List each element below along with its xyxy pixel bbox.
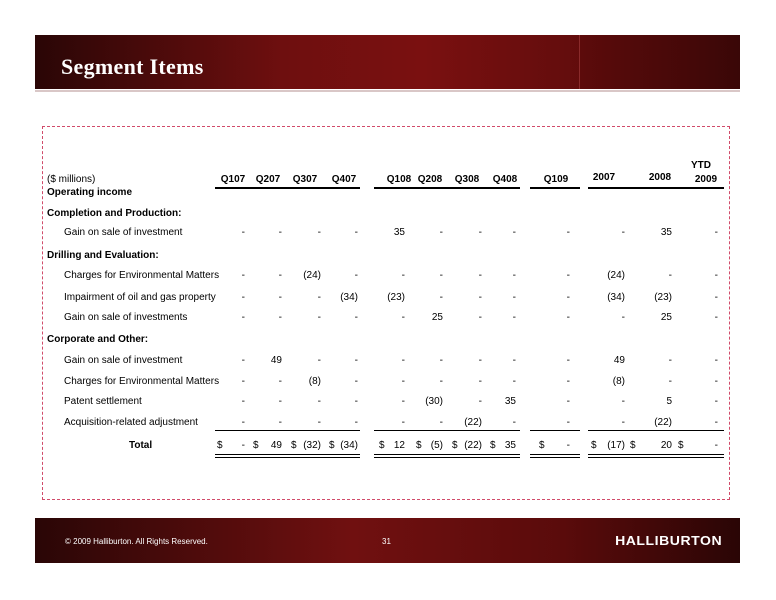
table-cell: (30) <box>425 396 443 407</box>
table-cell: - <box>714 312 718 323</box>
table-cell: 5 <box>666 396 672 407</box>
total-cell: 35 <box>504 440 516 451</box>
table-cell: - <box>401 417 405 428</box>
table-cell: (34) <box>607 292 625 303</box>
table-cell: - <box>566 312 570 323</box>
table-cell: - <box>566 292 570 303</box>
table-cell: - <box>241 292 245 303</box>
table-cell: - <box>566 417 570 428</box>
row-label: Impairment of oil and gas property <box>64 292 216 303</box>
total-double-rule <box>588 454 724 455</box>
table-cell: - <box>317 227 321 238</box>
total-cell: (22) <box>464 440 482 451</box>
total-cell: (5) <box>430 440 443 451</box>
currency-sign: $ <box>329 440 335 451</box>
total-double-rule <box>374 454 520 455</box>
currency-sign: $ <box>416 440 422 451</box>
table-cell: - <box>478 396 482 407</box>
table-cell: - <box>278 292 282 303</box>
table-cell: - <box>439 417 443 428</box>
table-cell: - <box>439 376 443 387</box>
table-cell: - <box>512 376 516 387</box>
table-cell: 35 <box>660 227 672 238</box>
column-header-q108: Q108 <box>386 174 412 185</box>
table-cell: - <box>714 355 718 366</box>
table-cell: (8) <box>308 376 321 387</box>
currency-sign: $ <box>591 440 597 451</box>
table-cell: - <box>354 355 358 366</box>
total-cell: (32) <box>303 440 321 451</box>
total-cell: 20 <box>660 440 672 451</box>
table-cell: - <box>714 270 718 281</box>
total-double-rule <box>588 457 724 458</box>
table-cell: - <box>439 270 443 281</box>
table-cell: - <box>278 417 282 428</box>
total-cell: 12 <box>393 440 405 451</box>
table-cell: - <box>566 227 570 238</box>
column-header-q107: Q107 <box>220 174 246 185</box>
table-cell: - <box>317 292 321 303</box>
table-cell: (23) <box>387 292 405 303</box>
table-cell: - <box>478 376 482 387</box>
table-cell: - <box>241 417 245 428</box>
table-cell: (8) <box>612 376 625 387</box>
table-cell: (23) <box>654 292 672 303</box>
table-cell: (34) <box>340 292 358 303</box>
table-cell: - <box>512 270 516 281</box>
total-cell: - <box>241 440 245 451</box>
table-cell: (22) <box>654 417 672 428</box>
section-drilling-evaluation: Drilling and Evaluation: <box>47 250 159 261</box>
table-cell: - <box>512 292 516 303</box>
table-cell: - <box>241 376 245 387</box>
footer-copyright: © 2009 Halliburton. All Rights Reserved. <box>65 537 208 546</box>
table-cell: - <box>317 312 321 323</box>
header-panel <box>579 35 740 89</box>
currency-sign: $ <box>452 440 458 451</box>
column-header-q408: Q408 <box>492 174 518 185</box>
table-cell: - <box>317 396 321 407</box>
table-cell: - <box>241 355 245 366</box>
row-label: Charges for Environmental Matters <box>64 376 220 387</box>
halliburton-logo: HALLIBURTON <box>614 533 722 548</box>
table-cell: - <box>714 417 718 428</box>
table-cell: - <box>566 270 570 281</box>
table-cell: - <box>354 227 358 238</box>
table-cell: - <box>278 376 282 387</box>
table-cell: - <box>354 312 358 323</box>
table-cell: - <box>401 396 405 407</box>
units-label: ($ millions) <box>47 174 96 185</box>
table-cell: 25 <box>431 312 443 323</box>
currency-sign: $ <box>253 440 259 451</box>
row-label: Gain on sale of investment <box>64 355 183 366</box>
table-cell: - <box>512 227 516 238</box>
total-double-rule <box>215 457 360 458</box>
table-cell: - <box>401 355 405 366</box>
slide-header <box>35 35 740 89</box>
table-cell: - <box>401 376 405 387</box>
table-cell: - <box>278 396 282 407</box>
table-cell: - <box>566 355 570 366</box>
table-cell: - <box>512 312 516 323</box>
total-rule <box>530 430 580 431</box>
table-cell: 25 <box>660 312 672 323</box>
table-cell: 49 <box>270 355 282 366</box>
table-cell: - <box>668 270 672 281</box>
table-cell: - <box>439 355 443 366</box>
row-label: Gain on sale of investment <box>64 227 183 238</box>
column-header-q208: Q208 <box>417 174 443 185</box>
table-cell: - <box>278 312 282 323</box>
currency-sign: $ <box>291 440 297 451</box>
currency-sign: $ <box>678 440 684 451</box>
total-cell: - <box>566 440 570 451</box>
table-cell: - <box>478 227 482 238</box>
table-cell: - <box>354 396 358 407</box>
table-cell: - <box>714 292 718 303</box>
table-cell: - <box>478 312 482 323</box>
column-header-q207: Q207 <box>255 174 281 185</box>
table-cell: - <box>668 376 672 387</box>
table-cell: - <box>621 417 625 428</box>
column-header-2008: 2008 <box>648 172 672 183</box>
table-cell: - <box>241 312 245 323</box>
table-cell: - <box>714 376 718 387</box>
table-cell: - <box>478 355 482 366</box>
column-header-q308: Q308 <box>454 174 480 185</box>
table-cell: - <box>401 312 405 323</box>
table-cell: - <box>512 417 516 428</box>
table-cell: - <box>512 355 516 366</box>
section-completion-production: Completion and Production: <box>47 208 182 219</box>
table-cell: - <box>317 417 321 428</box>
currency-sign: $ <box>630 440 636 451</box>
currency-sign: $ <box>379 440 385 451</box>
table-cell: - <box>278 227 282 238</box>
table-cell: - <box>566 396 570 407</box>
table-cell: - <box>714 227 718 238</box>
header-underline <box>530 187 580 189</box>
header-underline <box>215 187 360 189</box>
currency-sign: $ <box>217 440 223 451</box>
header-underline <box>374 187 520 189</box>
row-label: Charges for Environmental Matters <box>64 270 220 281</box>
total-cell: (34) <box>340 440 358 451</box>
table-cell: - <box>354 270 358 281</box>
ytd-label: YTD <box>691 160 711 171</box>
total-double-rule <box>374 457 520 458</box>
column-header-q109: Q109 <box>543 174 569 185</box>
table-cell: - <box>478 292 482 303</box>
section-corporate-other: Corporate and Other: <box>47 334 149 345</box>
table-cell: - <box>317 355 321 366</box>
total-label: Total <box>129 440 153 451</box>
page-number: 31 <box>382 537 391 546</box>
slide-title: Segment Items <box>61 54 204 79</box>
table-cell: 35 <box>504 396 516 407</box>
table-cell: - <box>439 227 443 238</box>
table-cell: - <box>241 227 245 238</box>
table-cell: - <box>241 396 245 407</box>
table-cell: (24) <box>607 270 625 281</box>
total-cell: - <box>714 440 718 451</box>
column-header-q307: Q307 <box>292 174 318 185</box>
column-header-2009: 2009 <box>694 174 718 185</box>
table-cell: - <box>439 292 443 303</box>
section-operating-income: Operating income <box>47 187 133 198</box>
table-cell: - <box>354 417 358 428</box>
column-header-q407: Q407 <box>331 174 357 185</box>
table-cell: - <box>621 227 625 238</box>
table-cell: (24) <box>303 270 321 281</box>
total-rule <box>374 430 520 431</box>
table-cell: 35 <box>393 227 405 238</box>
slide-footer <box>35 518 740 563</box>
total-cell: (17) <box>607 440 625 451</box>
table-cell: - <box>401 270 405 281</box>
table-cell: - <box>621 396 625 407</box>
currency-sign: $ <box>539 440 545 451</box>
column-header-2007: 2007 <box>592 172 616 183</box>
table-cell: - <box>278 270 282 281</box>
header-divider <box>35 90 740 92</box>
row-label: Gain on sale of investments <box>64 312 188 323</box>
table-cell: (22) <box>464 417 482 428</box>
total-double-rule <box>215 454 360 455</box>
currency-sign: $ <box>490 440 496 451</box>
table-cell: - <box>621 312 625 323</box>
table-cell: - <box>566 376 570 387</box>
table-cell: - <box>354 376 358 387</box>
header-underline <box>588 187 724 189</box>
total-cell: 49 <box>270 440 282 451</box>
table-cell: - <box>241 270 245 281</box>
total-rule <box>215 430 360 431</box>
table-cell: - <box>714 396 718 407</box>
total-rule <box>588 430 724 431</box>
table-cell: 49 <box>613 355 625 366</box>
total-double-rule <box>530 454 580 455</box>
row-label: Acquisition-related adjustment <box>64 417 198 428</box>
table-cell: - <box>478 270 482 281</box>
table-cell: - <box>668 355 672 366</box>
row-label: Patent settlement <box>64 396 142 407</box>
total-double-rule <box>530 457 580 458</box>
